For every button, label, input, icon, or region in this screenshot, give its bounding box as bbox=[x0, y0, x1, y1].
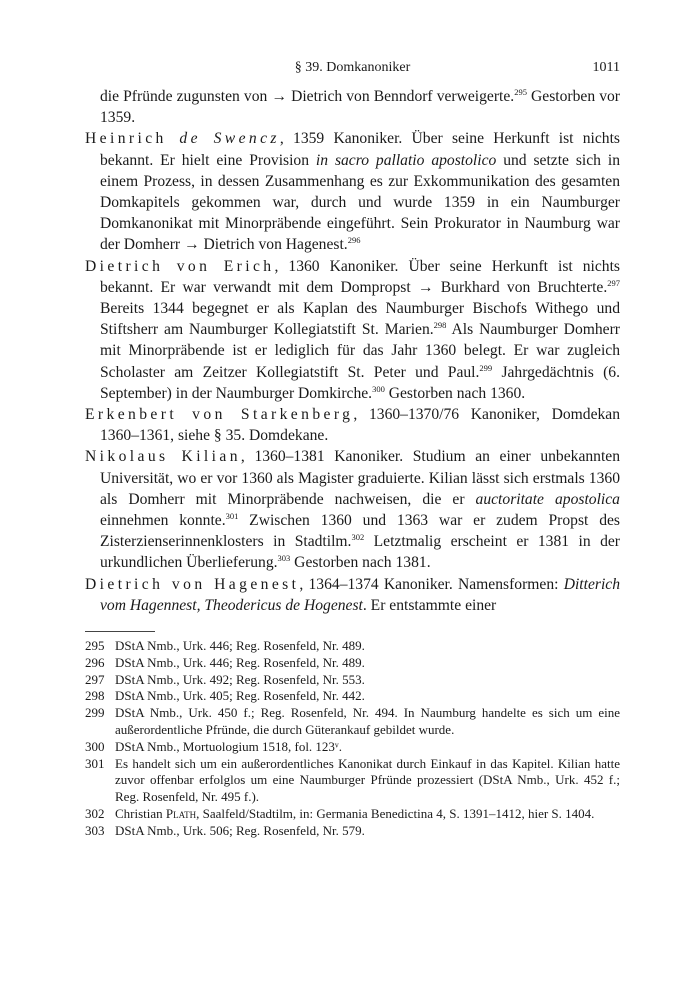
main-text bbox=[85, 86, 620, 616]
author-small-caps: Plath bbox=[165, 806, 197, 822]
footnote-number: 297 bbox=[85, 671, 105, 687]
footnote-ref[interactable]: 302 bbox=[351, 532, 365, 543]
footnote-ref[interactable]: 296 bbox=[347, 235, 361, 246]
footnote-text: DStA Nmb., Urk. 405; Reg. Rosenfeld, Nr. 442. bbox=[115, 688, 365, 704]
footnote-ref[interactable]: 299 bbox=[479, 362, 493, 373]
person-name: Dietrich von Erich bbox=[85, 257, 275, 275]
footnote-text: DStA Nmb., Urk. 446; Reg. Rosenfeld, Nr. 489. bbox=[115, 638, 365, 654]
footnote-text: Es handelt sich um ein außerordentliches Kanonikat durch Einkauf in das Kapitel. Kilian hatte zuvor offenbar erfolglos um eine Naumburger Pfründe prozessiert (DStA Nmb., Urk. 452 f.; Reg. Rosenfeld, Nr. 495 f.). bbox=[115, 755, 620, 805]
footnote-text: DStA Nmb., Urk. 450 f.; Reg. Rosenfeld, Nr. 494. In Naumburg handelte es sich um eine außerordentliche Pfründe, die durch Güterankauf gebildet wurde. bbox=[115, 705, 620, 738]
footnotes bbox=[85, 638, 620, 840]
person-name: Erkenbert von Starkenberg bbox=[85, 406, 354, 424]
person-name: Heinrich bbox=[85, 130, 180, 148]
footnote-ref[interactable]: 295 bbox=[514, 86, 527, 97]
book-page bbox=[85, 60, 620, 840]
footnote-number: 295 bbox=[85, 638, 105, 654]
footnote-text: Christian Plath, Saalfeld/Stadtilm, in: Germania Benedictina 4, S. 1391–1412, hier S. 1404. bbox=[115, 806, 595, 822]
footnote-text: DStA Nmb., Urk. 506; Reg. Rosenfeld, Nr. 579. bbox=[115, 822, 365, 838]
footnote-number: 299 bbox=[85, 705, 105, 721]
footnote-ref[interactable]: 298 bbox=[433, 320, 447, 331]
footnote bbox=[85, 638, 620, 655]
footnote-number: 300 bbox=[85, 738, 105, 754]
footnote-ref[interactable]: 297 bbox=[607, 277, 620, 288]
person-name: Dietrich von Hagenest bbox=[85, 575, 300, 593]
entry-dietrich-von-erich: Dietrich von Erich, 1360 Kanoniker. Über seine Herkunft ist nichts bekannt. Er war verwandt mit dem Dompropst → Burkhard von Bruchterte.$^{297}$ Bereits 1344 begegnet er als Kaplan des Naumburger Bischofs Withego und Stiftsherr am Naumburger Kollegiatstift St. Marien.$^{298}$ Als Naumburger Domherr mit Minorpräbende ist er lediglich für das Jahr 1360 belegt. Er war zugleich Scholaster am Zeitzer Kollegiatstift St. Peter und Paul.$^{299}$ Jahrgedächtnis (6. September) in der Naumburger Domkirche.$^{300}$ Gestorben nach 1360. bbox=[85, 257, 621, 402]
entry-nikolaus-kilian: Nikolaus Kilian, 1360–1381 Kanoniker. Studium an einer unbekannten Universität, wo er vor 1360 als Magister graduierte. Kilian lässt sich erstmals 1360 als Domherr mit Minorpräbende nachweisen, die er auctoritate apostolica einnehmen konnte.$^{301}$ Zwischen 1360 und 1363 war er zudem Propst des Zisterzienserinnenklosters in Stadtilm.$^{302}$ Letztmalig erscheint er 1381 in der urkundlichen Überlieferung.$^{303}$ Gestorben nach 1381. bbox=[85, 448, 621, 572]
footnote bbox=[85, 688, 620, 705]
running-title: § 39. Domkanoniker bbox=[294, 60, 411, 75]
entry-heinrich-de-swencz: Heinrich de Swencz, 1359 Kanoniker. Über seine Herkunft ist nichts bekannt. Er hielt eine Provision in sacro pallatio apostolico und setzte sich in einem Prozess, in dessen Zusammenhang es zur Exkommunikation des gesamten Domkapitels gekommen war, durch und wurde 1359 in ein Naumburger Domkanonikat mit Minorpräbende eingeführt. Sein Prokurator in Naumburg war der Domherr → Dietrich von Hagenest.$^{296}$ bbox=[85, 130, 621, 254]
footnote bbox=[85, 705, 620, 739]
footnote-separator bbox=[85, 631, 155, 632]
footnote-number: 302 bbox=[85, 806, 105, 822]
entry-erkenbert-von-starkenberg: Erkenbert von Starkenberg, 1360–1370/76 Kanoniker, Domdekan 1360–1361, siehe § 35. Domdekane. bbox=[85, 406, 620, 445]
person-name-italic: de Swencz bbox=[179, 130, 280, 148]
page-number: 1011 bbox=[592, 60, 620, 75]
footnote bbox=[85, 672, 620, 689]
footnote-ref[interactable]: 300 bbox=[372, 383, 385, 394]
footnote-text: DStA Nmb., Urk. 492; Reg. Rosenfeld, Nr. 553. bbox=[115, 671, 365, 687]
entry-continuation: die Pfründe zugunsten von → Dietrich von Benndorf verweigerte.$^{295}$ Gestorben vor 1359. bbox=[100, 86, 621, 127]
footnote bbox=[85, 823, 620, 840]
footnote-number: 303 bbox=[85, 822, 105, 838]
footnote-text: DStA Nmb., Mortuologium 1518, fol. 123ᵛ. bbox=[115, 738, 342, 754]
footnote-number: 298 bbox=[85, 688, 105, 704]
footnote bbox=[85, 739, 620, 756]
footnote bbox=[85, 655, 620, 672]
running-header bbox=[85, 60, 620, 86]
footnote bbox=[85, 756, 620, 806]
footnote bbox=[85, 806, 620, 823]
footnote-number: 301 bbox=[85, 755, 105, 771]
footnote-ref[interactable]: 303 bbox=[277, 553, 291, 564]
footnote-number: 296 bbox=[85, 654, 105, 670]
person-name: Nikolaus Kilian bbox=[85, 448, 241, 466]
footnote-ref[interactable]: 301 bbox=[225, 510, 239, 521]
entry-dietrich-von-hagenest: Dietrich von Hagenest, 1364–1374 Kanoniker. Namensformen: Ditterich vom Hagennest, Theodericus de Hogenest. Er entstammte einer bbox=[85, 575, 621, 614]
footnote-text: DStA Nmb., Urk. 446; Reg. Rosenfeld, Nr. 489. bbox=[115, 654, 365, 670]
